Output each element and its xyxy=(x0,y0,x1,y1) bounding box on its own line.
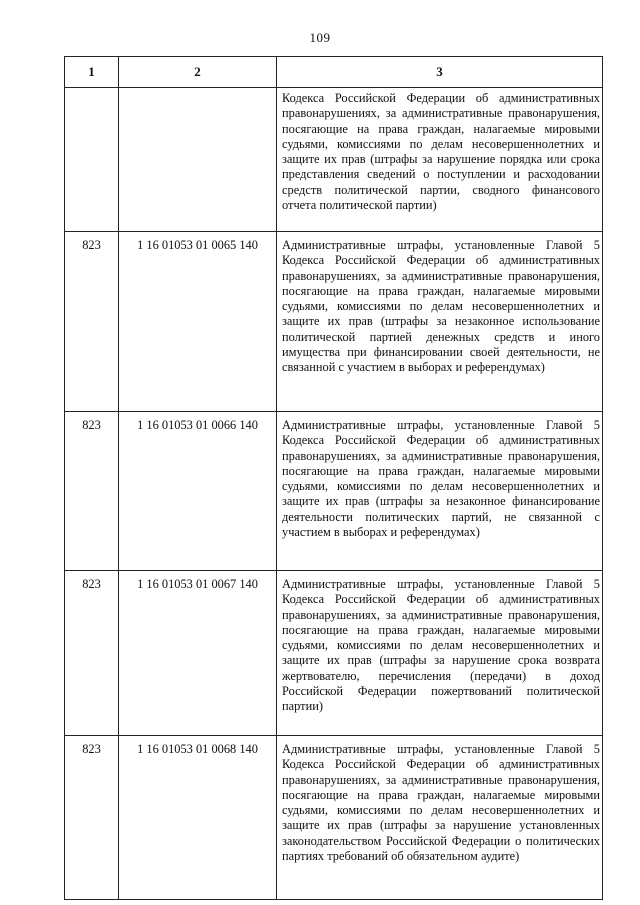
budget-code-cell xyxy=(119,88,277,232)
table-row xyxy=(65,736,603,900)
description-cell: Кодекса Российской Федерации об административных правонарушениях, за административные правонарушения, посягающие на права граждан, налагаемые мировыми судьями, комиссиями по делам несовершеннолетних и защите их прав (штрафы за нарушение порядка или срока представления сведений о поступлении и расходовании средств политической партии, сводного финансового отчета политической партии) xyxy=(277,88,603,232)
table-row xyxy=(65,571,603,736)
table-row xyxy=(65,412,603,571)
table-header-row xyxy=(65,57,603,88)
budget-code-cell: 1 16 01053 01 0065 140 xyxy=(119,232,277,412)
budget-codes-table xyxy=(64,56,603,900)
admin-code-cell xyxy=(65,88,119,232)
column-header-1: 1 xyxy=(65,57,119,88)
admin-code-cell: 823 xyxy=(65,736,119,900)
admin-code-cell: 823 xyxy=(65,412,119,571)
admin-code-cell: 823 xyxy=(65,232,119,412)
column-header-2: 2 xyxy=(119,57,277,88)
page-number: 109 xyxy=(309,30,331,45)
table-row xyxy=(65,88,603,232)
description-cell: Административные штрафы, установленные Главой 5 Кодекса Российской Федерации об административных правонарушениях, за административные правонарушения, посягающие на права граждан, налагаемые мировыми судьями, комиссиями по делам несовершеннолетних и защите их прав (штрафы за незаконное финансирование деятельности политических партий, не связанной с участием в выборах и референдумах) xyxy=(277,412,603,571)
description-cell: Административные штрафы, установленные Главой 5 Кодекса Российской Федерации об административных правонарушениях, за административные правонарушения, посягающие на права граждан, налагаемые мировыми судьями, комиссиями по делам несовершеннолетних и защите их прав (штрафы за нарушение срока возврата жертвователю, перечисления (передачи) в доход Российской Федерации пожертвований политической партии) xyxy=(277,571,603,736)
table-row xyxy=(65,232,603,412)
description-cell: Административные штрафы, установленные Главой 5 Кодекса Российской Федерации об административных правонарушениях, за административные правонарушения, посягающие на права граждан, налагаемые мировыми судьями, комиссиями по делам несовершеннолетних и защите их прав (штрафы за нарушение установленных законодательством Российской Федерации о политических партиях требований об обязательном аудите) xyxy=(277,736,603,900)
column-header-3: 3 xyxy=(277,57,603,88)
budget-code-cell: 1 16 01053 01 0068 140 xyxy=(119,736,277,900)
admin-code-cell: 823 xyxy=(65,571,119,736)
budget-code-cell: 1 16 01053 01 0066 140 xyxy=(119,412,277,571)
budget-code-cell: 1 16 01053 01 0067 140 xyxy=(119,571,277,736)
description-cell: Административные штрафы, установленные Главой 5 Кодекса Российской Федерации об административных правонарушениях, за административные правонарушения, посягающие на права граждан, налагаемые мировыми судьями, комиссиями по делам несовершеннолетних и защите их прав (штрафы за незаконное использование политической партией денежных средств и иного имущества при финансировании своей деятельности, не связанной с участием в выборах и референдумах) xyxy=(277,232,603,412)
